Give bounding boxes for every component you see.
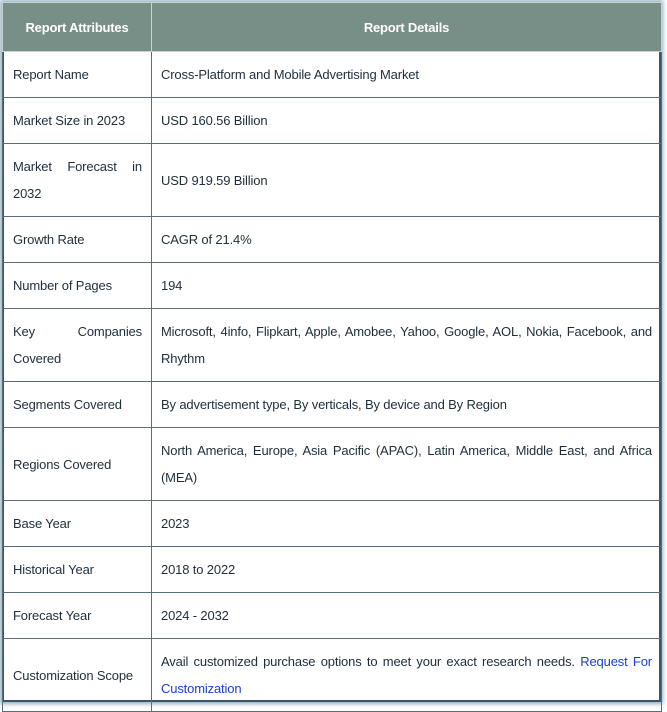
row-detail: By advertisement type, By verticals, By device and By Region <box>152 382 662 428</box>
row-attribute: Market Forecast in 2032 <box>3 144 152 217</box>
row-detail: 2023 <box>152 501 662 547</box>
report-table-frame <box>2 2 661 702</box>
table-row <box>3 217 662 263</box>
row-detail: Microsoft, 4info, Flipkart, Apple, Amobee, Yahoo, Google, AOL, Nokia, Facebook, and Rhythm <box>152 309 662 382</box>
row-detail: USD 919.59 Billion <box>152 144 662 217</box>
row-attribute: Regions Covered <box>3 428 152 501</box>
row-detail: Cross-Platform and Mobile Advertising Market <box>152 52 662 98</box>
table-row <box>3 144 662 217</box>
row-detail: 2024 - 2032 <box>152 593 662 639</box>
header-report-attributes: Report Attributes <box>3 3 152 52</box>
header-report-details: Report Details <box>152 3 662 52</box>
table-row <box>3 309 662 382</box>
table-row <box>3 501 662 547</box>
table-row <box>3 98 662 144</box>
row-attribute: Report Name <box>3 52 152 98</box>
table-row <box>3 593 662 639</box>
row-attribute: Forecast Year <box>3 593 152 639</box>
row-detail: North America, Europe, Asia Pacific (APAC), Latin America, Middle East, and Africa (MEA) <box>152 428 662 501</box>
row-attribute: Number of Pages <box>3 263 152 309</box>
request-customization-link[interactable]: Request For Customization <box>161 654 652 696</box>
table-row <box>3 547 662 593</box>
row-attribute: Market Size in 2023 <box>3 98 152 144</box>
customization-text: Avail customized purchase options to meet your exact research needs. <box>161 654 575 669</box>
row-detail <box>152 639 662 712</box>
row-attribute: Customization Scope <box>3 639 152 712</box>
table-row <box>3 428 662 501</box>
row-detail: 194 <box>152 263 662 309</box>
table-row <box>3 639 662 712</box>
row-attribute: Segments Covered <box>3 382 152 428</box>
row-detail: USD 160.56 Billion <box>152 98 662 144</box>
row-detail: CAGR of 21.4% <box>152 217 662 263</box>
table-row <box>3 382 662 428</box>
row-attribute: Historical Year <box>3 547 152 593</box>
report-table <box>2 2 662 712</box>
row-attribute: Key Companies Covered <box>3 309 152 382</box>
row-attribute: Base Year <box>3 501 152 547</box>
row-attribute: Growth Rate <box>3 217 152 263</box>
row-detail: 2018 to 2022 <box>152 547 662 593</box>
table-row <box>3 52 662 98</box>
table-header-row <box>3 3 662 52</box>
table-row <box>3 263 662 309</box>
